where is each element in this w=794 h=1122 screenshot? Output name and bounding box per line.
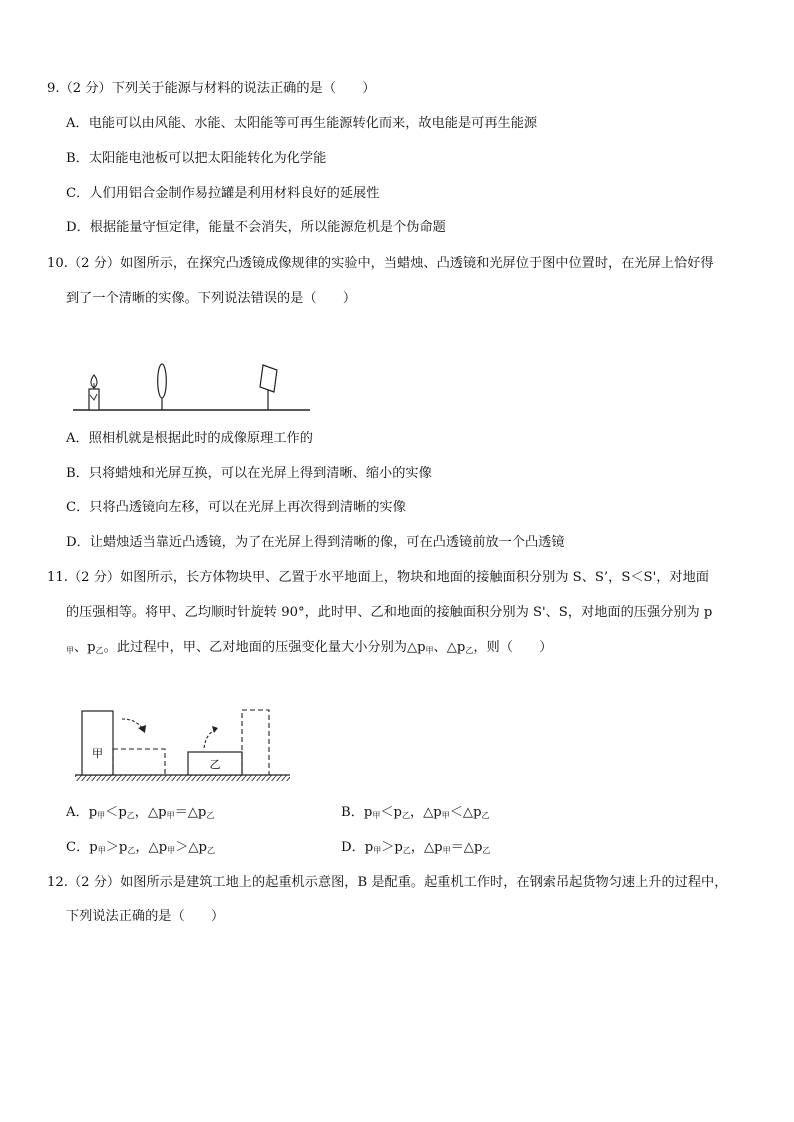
q9-option-a: A．电能可以由风能、水能、太阳能等可再生能源转化而来，故电能是可再生能源 [66, 116, 538, 131]
text-run: ，△p [134, 805, 167, 820]
text-run: ＞△p [175, 840, 207, 855]
q11-stem-line3 [66, 639, 552, 660]
subscript: 乙 [401, 811, 410, 820]
subscript: 甲 [441, 811, 450, 820]
subscript: 甲 [373, 846, 382, 855]
q11-blocks-figure [70, 705, 295, 787]
text-run: ＜p [105, 805, 127, 820]
q9-stem: 9.（2 分）下列关于能源与材料的说法正确的是（ ） [47, 81, 376, 96]
text-run: ＜△p [449, 805, 482, 820]
q10-stem-line2: 到了一个清晰的实像。下列说法错误的是（ ） [66, 291, 357, 306]
q10-option-a: A．照相机就是根据此时的成像原理工作的 [66, 431, 313, 446]
text-run: ＞p [381, 840, 403, 855]
q11-option-d [341, 839, 490, 860]
text-run: ＞p [105, 840, 128, 855]
subscript: 乙 [482, 846, 491, 855]
text-run: ＝△p [174, 805, 207, 820]
subscript: 甲 [166, 811, 175, 820]
subscript: 甲 [442, 846, 451, 855]
subscript: 甲 [425, 646, 434, 655]
subscript: 乙 [402, 846, 411, 855]
convex-lens-icon [158, 364, 167, 410]
block-jia [82, 711, 113, 775]
text-run: A．p [66, 805, 98, 820]
q9-option-c: C．人们用铝合金制作易拉罐是利用材料良好的延展性 [66, 186, 380, 201]
block-jia-rotated-dashed [113, 749, 165, 775]
subscript: 甲 [97, 846, 106, 855]
q12-stem-line2: 下列说法正确的是（ ） [66, 909, 225, 924]
q10-option-d: D．让蜡烛适当靠近凸透镜，为了在光屏上得到清晰的像，可在凸透镜前放一个凸透镜 [66, 535, 565, 550]
text-run: B．p [341, 805, 373, 820]
subscript: 乙 [95, 646, 104, 655]
text-run: ，△p [410, 840, 443, 855]
q11-stem-line1: 11.（2 分）如图所示，长方体物块甲、乙置于水平地面上，物块和地面的接触面积分别为 S、S’，S＜S'，对地面 [47, 570, 709, 585]
subscript: 乙 [206, 811, 215, 820]
subscript: 甲 [167, 846, 176, 855]
text-run: ，△p [135, 840, 168, 855]
subscript: 乙 [126, 811, 135, 820]
text-run: ＜p [380, 805, 402, 820]
text-run: D．p [341, 840, 374, 855]
text-run: ，△p [409, 805, 442, 820]
text-run: C．p [66, 840, 98, 855]
text-run: 、p [74, 640, 96, 655]
text-run: 、△p [433, 640, 466, 655]
q9-option-b: B．太阳能电池板可以把太阳能转化为化学能 [66, 151, 327, 166]
text-run: ，则（ ） [473, 640, 553, 655]
q10-stem-line1: 10.（2 分）如图所示，在探究凸透镜成像规律的实验中，当蜡烛、凸透镜和光屏位于图中位置时，在光屏上恰好得 [47, 256, 714, 271]
q10-option-c: C．只将凸透镜向左移，可以在光屏上再次得到清晰的实像 [66, 500, 406, 515]
light-screen-icon [260, 365, 277, 410]
ground-hatching [75, 775, 290, 781]
subscript: 乙 [206, 846, 215, 855]
q12-stem-line1: 12.（2 分）如图所示是建筑工地上的起重机示意图，B 是配重。起重机工作时，在钢索吊起货物匀速上升的过程中， [47, 875, 728, 890]
subscript: 甲 [372, 811, 381, 820]
subscript: 乙 [465, 646, 474, 655]
text-run: ＝△p [450, 840, 483, 855]
q11-option-a [66, 804, 214, 825]
q10-optics-figure [70, 362, 315, 414]
subscript: 甲 [97, 811, 106, 820]
rotate-arrow-icon [204, 730, 215, 748]
q11-option-c [66, 839, 215, 860]
block-yi-rotated-dashed [242, 710, 269, 775]
subscript: 乙 [481, 811, 490, 820]
q9-option-d: D．根据能量守恒定律，能量不会消失，所以能源危机是个伪命题 [66, 220, 446, 235]
candle-icon [89, 375, 99, 410]
subscript: 乙 [127, 846, 136, 855]
text-run: 。此过程中，甲、乙对地面的压强变化量大小分别为△p [103, 640, 426, 655]
q10-option-b: B．只将蜡烛和光屏互换，可以在光屏上得到清晰、缩小的实像 [66, 466, 432, 481]
block-yi-label: 乙 [209, 758, 221, 771]
block-jia-label: 甲 [92, 747, 103, 760]
q11-stem-line2: 的压强相等。将甲、乙均顺时针旋转 90°，此时甲、乙和地面的接触面积分别为 S'、S，对地面的压强分别为 p [66, 605, 713, 620]
q11-option-b [341, 804, 490, 825]
text-run: 甲 [66, 646, 74, 655]
